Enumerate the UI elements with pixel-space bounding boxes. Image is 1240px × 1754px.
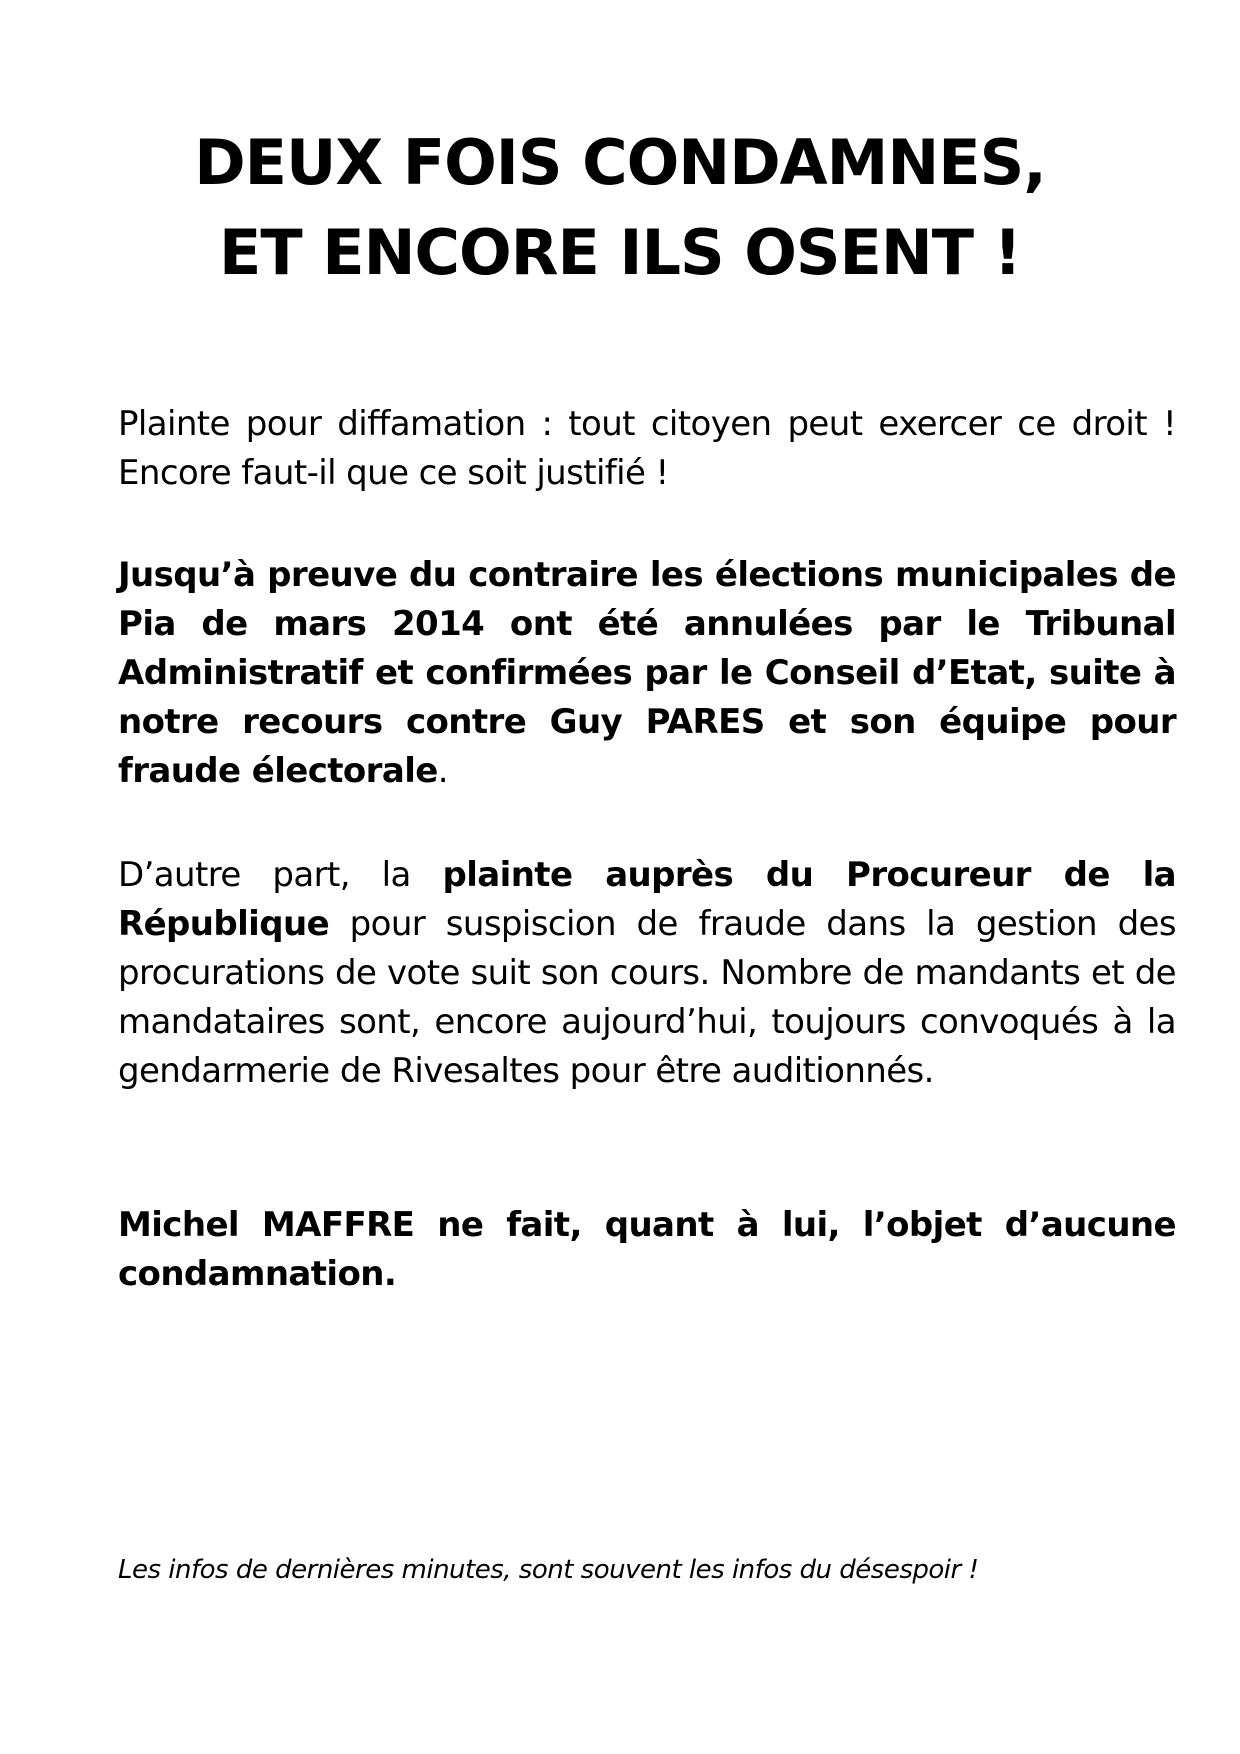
paragraph-election-annulment: [118, 551, 1176, 796]
paragraph-defamation: Plainte pour diffamation : tout citoyen peut exercer ce droit ! Encore faut-il que ce soit justifié !: [118, 404, 1176, 493]
prosecutor-complaint-bold: plainte auprès du Procureur de la République: [118, 855, 1176, 944]
title-line-1: DEUX FOIS CONDAMNES,: [194, 126, 1046, 199]
prosecutor-complaint-rest: pour suspiscion de fraude dans la gestion des procurations de vote suit son cours. Nombre de mandants et de mandataires sont, encore aujourd’hui, toujours convoqués à la gendarmerie de Rivesaltes pour être auditionnés.: [118, 904, 1176, 1091]
election-annulment-text: Jusqu’à preuve du contraire les élections municipales de Pia de mars 2014 ont été annulées par le Tribunal Administratif et confirmées par le Conseil d’Etat, suite à notre recours contre Guy PARES et son équipe pour fraude électorale: [118, 555, 1176, 791]
paragraph-maffre: Michel MAFFRE ne fait, quant à lui, l’objet d’aucune condamnation.: [118, 1205, 1176, 1294]
document-title: [0, 118, 1240, 298]
election-annulment-period: .: [437, 751, 448, 791]
paragraph-prosecutor-complaint: [118, 851, 1176, 1096]
footer-note: Les infos de dernières minutes, sont souvent les infos du désespoir !: [118, 1555, 979, 1585]
title-line-2: ET ENCORE ILS OSENT !: [219, 216, 1021, 289]
prosecutor-intro: D’autre part, la: [118, 855, 443, 895]
